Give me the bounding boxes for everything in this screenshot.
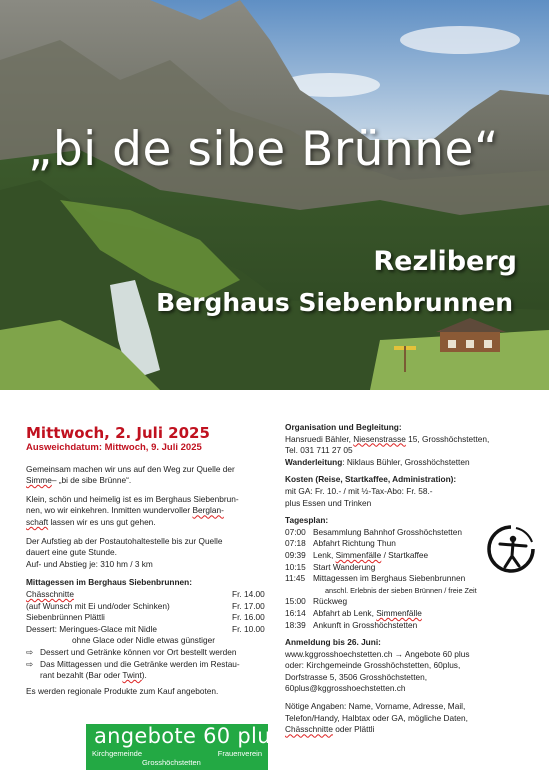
logo-frauenverein: Frauenverein: [217, 749, 262, 758]
menu-item: Siebenbrünnen Plättli: [26, 612, 105, 623]
menu-price: Fr. 17.00: [232, 600, 265, 611]
menu-row: [26, 589, 276, 601]
person-circle-icon: [486, 524, 536, 574]
registration-line-1[interactable]: www.kggrosshoechstetten.ch → Angebote 60 plus: [285, 648, 470, 659]
plan-text: Rückweg: [313, 596, 348, 607]
plan-time: 07:00: [285, 526, 306, 537]
plan-row: [285, 573, 535, 585]
note-text: Dessert und Getränke können vor Ort bestellt werden: [40, 646, 237, 657]
angebote-60-plus-logo: [86, 724, 283, 770]
hero-image: [0, 0, 549, 390]
intro-2c-word: schaft: [26, 516, 49, 527]
note-2b-post: ).: [141, 670, 147, 681]
note-text: [40, 659, 240, 682]
info-line-2: Telefon/Handy, Halbtax oder GA, mögliche Daten,: [285, 712, 468, 723]
registration-email[interactable]: 60plus@kggrosshoechstetten.ch: [285, 683, 406, 694]
plan-row: [285, 608, 535, 620]
menu-price: Fr. 10.00: [232, 623, 265, 634]
guide-line: [285, 457, 535, 469]
hero-title: „bi de sibe Brünne“: [28, 122, 499, 177]
org-1-pre: Hansruedi Bähler,: [285, 433, 354, 444]
intro-2b-pre: nen, wo wir einkehren. Inmitten wundervoller: [26, 505, 193, 516]
plan-row: [285, 620, 535, 632]
plan-text: Besammlung Bahnhof Grosshöchstetten: [313, 526, 462, 537]
plan-time: 10:15: [285, 561, 306, 572]
cost-title: Kosten (Reise, Startkaffee, Administration):: [285, 474, 457, 485]
arrow-icon: ⇨: [26, 658, 33, 669]
intro-paragraph-3: [26, 536, 276, 571]
intro-3b: dauert eine gute Stunde.: [26, 547, 117, 558]
note-2a: Das Mittagessen und die Getränke werden im Restau-: [40, 658, 240, 669]
menu-price: Fr. 16.00: [232, 612, 265, 623]
intro-paragraph-2: [26, 494, 276, 529]
hero-house: Berghaus Siebenbrunnen: [156, 288, 513, 317]
cost-line-1: mit GA: Fr. 10.- / mit ½-Tax-Abo: Fr. 58.-: [285, 485, 433, 496]
plan-time: 09:39: [285, 549, 306, 560]
plan-time: 16:14: [285, 607, 306, 618]
intro-1b-post: – „bi de sibe Brünne“.: [51, 475, 132, 486]
registration-title: Anmeldung bis 26. Juni:: [285, 637, 381, 648]
plan-time: 11:45: [285, 573, 306, 584]
plan-text-word: Simmenfälle: [376, 607, 422, 618]
plan-text-post: / Startkaffee: [381, 549, 429, 560]
note-2b-word: Twint: [122, 670, 142, 681]
menu-item: (auf Wunsch mit Ei und/oder Schinken): [26, 600, 170, 611]
hero-place: Rezliberg: [373, 246, 517, 277]
guide-text: : Niklaus Bühler, Grosshöchstetten: [342, 456, 470, 467]
alt-date: Ausweichdatum: Mittwoch, 9. Juli 2025: [26, 442, 202, 453]
plan-time: 15:00: [285, 596, 306, 607]
note-item: [26, 659, 276, 682]
logo-title: angebote 60 plus: [94, 724, 283, 748]
logo-kirchgemeinde: Kirchgemeinde: [92, 749, 143, 758]
plan-text-pre: Lenk,: [313, 549, 336, 560]
menu-item: Dessert: Meringues-Glace mit Nidle: [26, 623, 157, 634]
org-line-1: [285, 434, 535, 446]
plan-text-word: Simmenfälle: [335, 549, 382, 560]
plan-text: Abfahrt Richtung Thun: [313, 538, 396, 549]
plan-note: anschl. Erlebnis der sieben Brünnen / freie Zeit: [325, 585, 477, 595]
regional-note: Es werden regionale Produkte zum Kauf angeboten.: [26, 685, 219, 696]
plan-text-pre: Abfahrt ab Lenk,: [313, 607, 377, 618]
note-item: [26, 647, 276, 659]
logo-grosshoechstetten: Grosshöchstetten: [142, 758, 201, 767]
info-line-1: Nötige Angaben: Name, Vorname, Adresse, Mail,: [285, 701, 466, 712]
intro-2a: Klein, schön und heimelig ist es im Berghaus Siebenbrun-: [26, 493, 239, 504]
menu-item: Chässchnitte: [26, 588, 74, 599]
menu-note: ohne Glace oder Nidle etwas günstiger: [72, 635, 215, 646]
intro-3a: Der Aufstieg ab der Postautohaltestelle bis zur Quelle: [26, 535, 223, 546]
menu-price: Fr. 14.00: [232, 588, 265, 599]
plan-text: Start Wanderung: [313, 561, 376, 572]
info-3-word: Chässchnitte: [285, 724, 333, 735]
left-column: [26, 424, 276, 697]
event-date: Mittwoch, 2. Juli 2025: [26, 424, 210, 442]
plan-time: 18:39: [285, 619, 306, 630]
org-1-post: 15, Grosshöchstetten,: [405, 433, 490, 444]
registration-line-3: Dorfstrasse 5, 3506 Grosshöchstetten,: [285, 671, 428, 682]
intro-1a: Gemeinsam machen wir uns auf den Weg zur Quelle der: [26, 463, 235, 474]
guide-label: Wanderleitung: [285, 456, 343, 467]
intro-2b-word: Berglan-: [192, 505, 224, 516]
right-column: [285, 422, 535, 736]
info-3-post: oder Plättli: [332, 724, 375, 735]
plan-row: [285, 596, 535, 608]
intro-3c: Auf- und Abstieg je: 310 hm / 3 km: [26, 558, 153, 569]
plan-time: 07:18: [285, 538, 306, 549]
menu-row: [26, 601, 276, 613]
mountain-landscape: [0, 0, 549, 390]
info-line-3: [285, 724, 535, 736]
menu-row: [26, 612, 276, 624]
plan-text: [313, 608, 422, 620]
note-2b-pre: rant bezahlt (Bar oder: [40, 670, 123, 681]
org-title: Organisation und Begleitung:: [285, 422, 402, 432]
plan-text: Mittagessen im Berghaus Siebenbrunnen: [313, 573, 466, 584]
intro-1b-word: Simme: [26, 475, 52, 486]
plan-text: [313, 550, 428, 562]
registration-line-2: oder: Kirchgemeinde Grosshöchstetten, 60plus,: [285, 660, 461, 671]
cost-line-2: plus Essen und Trinken: [285, 497, 372, 508]
menu-row: [26, 624, 276, 636]
org-line-2: Tel. 031 711 27 05: [285, 445, 353, 456]
arrow-icon: ⇨: [26, 646, 33, 657]
menu-title: Mittagessen im Berghaus Siebenbrunnen:: [26, 577, 192, 588]
plan-text: Ankunft in Grosshöchstetten: [313, 619, 418, 630]
intro-2c-post: lassen wir es uns gut gehen.: [48, 516, 156, 527]
plan-title: Tagesplan:: [285, 515, 329, 526]
org-1-word: Niesenstrasse: [353, 433, 406, 444]
intro-paragraph-1: [26, 464, 276, 487]
